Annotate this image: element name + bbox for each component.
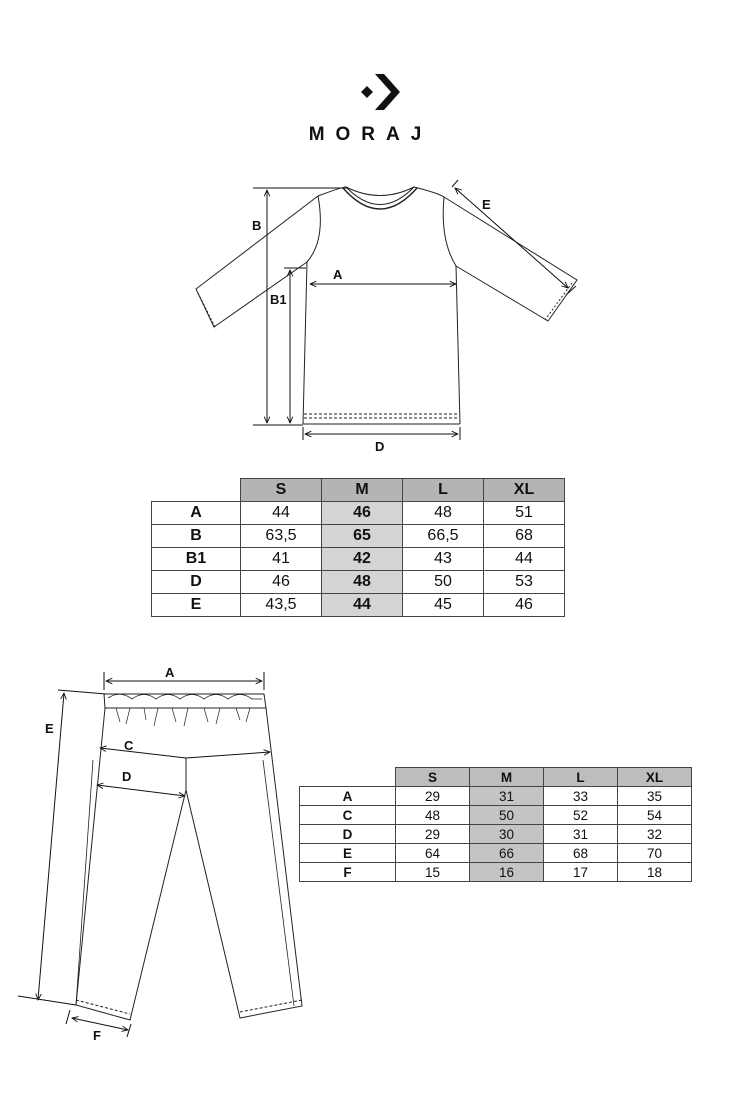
cell-m: 46 [322,502,403,525]
cell-m: 65 [322,525,403,548]
row-label: B1 [152,548,241,571]
shirt-label-b: B [252,218,262,233]
table-header-row [300,768,692,787]
cell-xl: 54 [618,806,692,825]
pants-label-a: A [165,665,175,680]
table-row [300,787,692,806]
row-label: A [152,502,241,525]
cell-s: 29 [396,825,470,844]
cell-xl: 18 [618,863,692,882]
shirt-label-e: E [482,197,491,212]
pants-size-table [299,767,692,882]
table-row [152,502,565,525]
cell-l: 45 [403,594,484,617]
pants-label-e: E [45,721,54,736]
table-row [152,594,565,617]
cell-xl: 51 [484,502,565,525]
header-size-s: S [396,768,470,787]
row-label: F [300,863,396,882]
pants-label-c: C [124,738,134,753]
header-size-xl: XL [484,479,565,502]
cell-s: 44 [241,502,322,525]
pants-diagram [0,655,310,1050]
cell-s: 64 [396,844,470,863]
header-size-l: L [544,768,618,787]
cell-l: 31 [544,825,618,844]
cell-xl: 32 [618,825,692,844]
cell-l: 33 [544,787,618,806]
cell-l: 68 [544,844,618,863]
row-label: D [152,571,241,594]
table-row [300,844,692,863]
row-label: D [300,825,396,844]
cell-s: 41 [241,548,322,571]
table-row [152,571,565,594]
cell-m: 30 [470,825,544,844]
cell-s: 43,5 [241,594,322,617]
row-label: B [152,525,241,548]
cell-m: 16 [470,863,544,882]
cell-s: 63,5 [241,525,322,548]
brand-name: MORAJ [308,124,433,145]
table-row [300,806,692,825]
header-size-s: S [241,479,322,502]
shirt-label-d: D [375,439,385,454]
cell-m: 42 [322,548,403,571]
row-label: C [300,806,396,825]
shirt-diagram [0,170,730,460]
cell-m: 66 [470,844,544,863]
header-empty-cell [152,479,241,502]
brand-logo-icon [355,70,405,115]
shirt-size-table [151,478,565,617]
table-row [300,863,692,882]
cell-l: 48 [403,502,484,525]
header-size-l: L [403,479,484,502]
row-label: E [152,594,241,617]
row-label: E [300,844,396,863]
cell-xl: 35 [618,787,692,806]
cell-m: 31 [470,787,544,806]
cell-l: 50 [403,571,484,594]
cell-l: 43 [403,548,484,571]
header-size-m: M [322,479,403,502]
table-row [152,548,565,571]
pants-label-f: F [93,1028,101,1043]
table-header-row [152,479,565,502]
pants-label-d: D [122,769,132,784]
cell-xl: 46 [484,594,565,617]
cell-xl: 68 [484,525,565,548]
shirt-label-b1: B1 [270,292,287,307]
row-label: A [300,787,396,806]
cell-l: 52 [544,806,618,825]
cell-m: 50 [470,806,544,825]
cell-s: 15 [396,863,470,882]
cell-xl: 70 [618,844,692,863]
cell-xl: 44 [484,548,565,571]
cell-l: 66,5 [403,525,484,548]
cell-s: 48 [396,806,470,825]
header-size-m: M [470,768,544,787]
shirt-label-a: A [333,267,343,282]
header-size-xl: XL [618,768,692,787]
table-row [300,825,692,844]
cell-s: 46 [241,571,322,594]
cell-l: 17 [544,863,618,882]
cell-m: 48 [322,571,403,594]
table-row [152,525,565,548]
header-empty-cell [300,768,396,787]
cell-m: 44 [322,594,403,617]
cell-xl: 53 [484,571,565,594]
cell-s: 29 [396,787,470,806]
